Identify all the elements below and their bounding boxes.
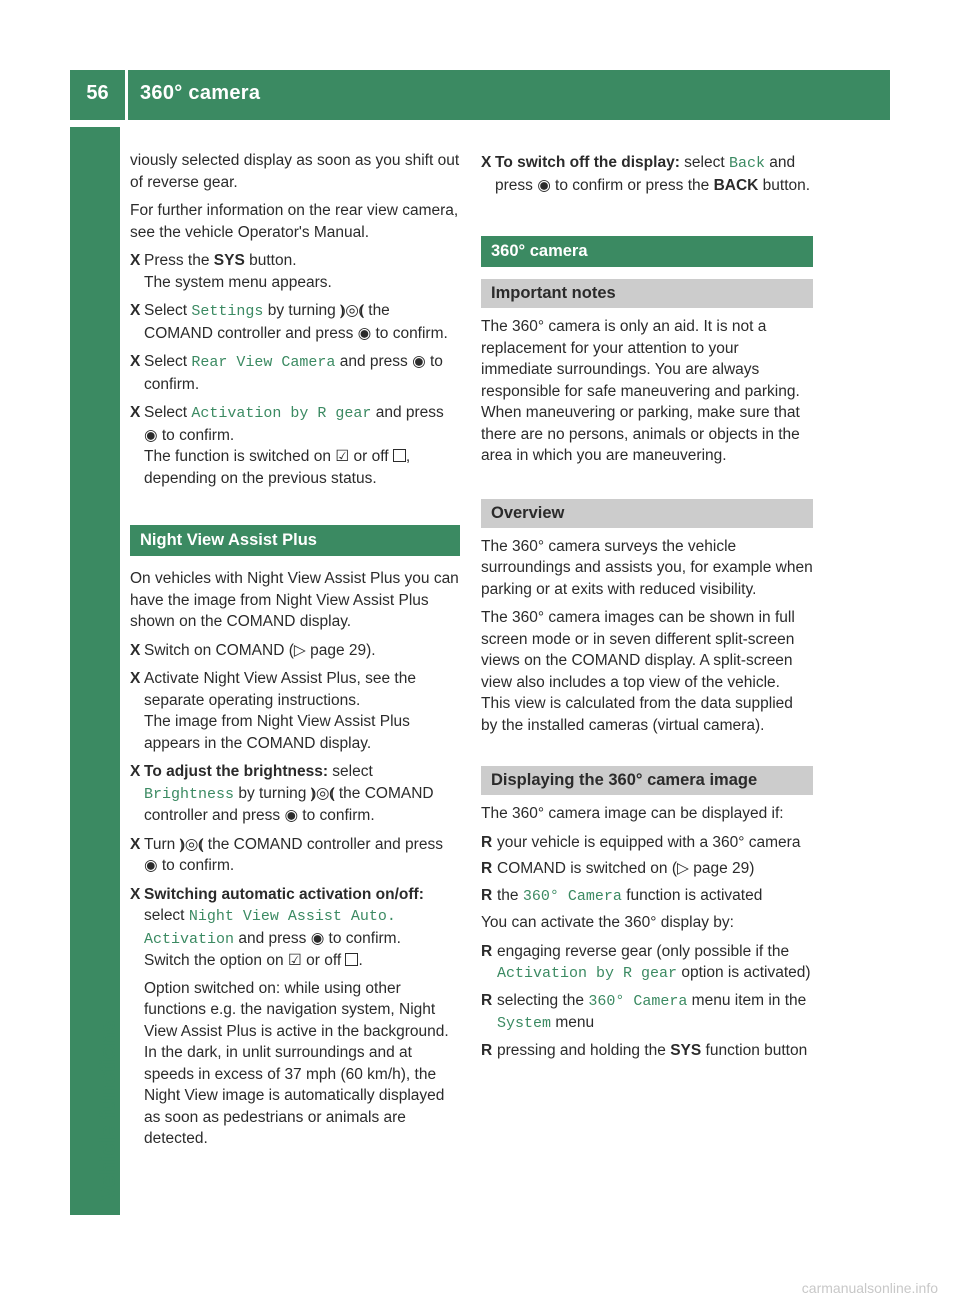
paragraph: For further information on the rear view camera, see the vehicle Operator's Manual.	[130, 202, 459, 241]
controller-turn-icon: ⦆◎⦅	[310, 784, 335, 802]
controller-press-icon: ◉	[144, 426, 158, 444]
menu-code: Brightness	[144, 785, 235, 803]
list-item: R COMAND is switched on (▷ page 29)	[481, 858, 813, 880]
step-item: X Press the SYS button. The system menu appears.	[130, 250, 460, 293]
menu-code: Activation by R gear	[497, 965, 678, 982]
controller-turn-icon: ⦆◎⦅	[179, 835, 204, 853]
menu-code: System	[497, 1015, 552, 1032]
menu-code: Night View Assist Auto. Activation	[144, 908, 396, 948]
page-number: 56	[86, 82, 109, 104]
menu-code: Rear View Camera	[191, 354, 336, 371]
paragraph: The 360° camera image can be displayed if:	[481, 805, 784, 822]
checkbox-checked-icon: ☑	[287, 952, 302, 969]
list-item: R engaging reverse gear (only possible if the Activation by R gear option is activated)	[481, 941, 813, 985]
menu-code: Back	[728, 155, 765, 172]
list-item: R pressing and holding the SYS function button	[481, 1040, 813, 1062]
list-item: R the 360° Camera function is activated	[481, 885, 813, 908]
menu-code: Settings	[191, 303, 264, 320]
step-item: X To switch off the display: select Back and press ◉ to confirm or press the BACK button.	[481, 152, 813, 196]
controller-press-icon: ◉	[144, 857, 158, 874]
step-item: X Switching automatic activation on/off: select Night View Assist Auto. Activation and press ◉ to confirm. Switch the option on ☑ or off . Option switched on: while using other functions e.g. the navigation system, Night View Assist Plus is active in the background. In the dark, in unlit surroundings and at speeds in excess of 37 mph (60 km/h), the Night View image is automatically displayed as soon as pedestrians or animals are detected.	[130, 884, 460, 1150]
paragraph: The 360° camera is only an aid. It is not a replacement for your attention to your immediate surroundings. You are always responsible for safe maneuvering and parking. When maneuvering or parking, make sure that there are no persons, animals or objects in the area in which you are maneuvering.	[481, 318, 800, 464]
step-item: X Select Rear View Camera and press ◉ to confirm.	[130, 351, 460, 395]
list-item: R selecting the 360° Camera menu item in the System menu	[481, 990, 813, 1035]
menu-code: 360° Camera	[588, 992, 688, 1010]
section-heading: 360° camera	[481, 236, 813, 267]
paragraph: Option switched on: while using other functions e.g. the navigation system, Night View Assist Plus is active in the background. In the dark, in unlit surroundings and at speeds in excess of 37 mph (60 km/h), the Night View image is automatically displayed as soon as pedestrians or animals are detected.	[144, 979, 449, 1147]
paragraph: You can activate the 360° display by:	[481, 914, 734, 931]
paragraph: viously selected display as soon as you shift out of reverse gear.	[130, 152, 460, 191]
back-button-icon: BACK	[713, 176, 759, 194]
checkbox-empty-icon	[393, 449, 406, 462]
controller-turn-icon: ⦆◎⦅	[340, 302, 364, 319]
page-title: 360° camera	[140, 82, 261, 104]
sys-button-icon: SYS	[213, 252, 245, 269]
paragraph: On vehicles with Night View Assist Plus you can have the image from Night View Assist Plus shown on the COMAND display.	[130, 570, 459, 630]
checkbox-checked-icon: ☑	[335, 448, 350, 465]
menu-code: 360° Camera	[522, 887, 622, 905]
controller-press-icon: ◉	[357, 324, 372, 342]
checkbox-empty-icon	[345, 953, 358, 966]
paragraph: The 360° camera surveys the vehicle surroundings and assists you, for example when parking or at exits with reduced visibility.	[481, 537, 813, 598]
left-column	[130, 150, 460, 1157]
sys-button-icon: SYS	[670, 1041, 702, 1059]
subsection-heading: Displaying the 360° camera image	[481, 766, 813, 795]
header-divider	[125, 70, 128, 120]
step-item: X Switch on COMAND (▷ page 29).	[130, 640, 460, 662]
section-side-label: Vehicle functions	[95, 1020, 120, 1201]
step-item: X Select Settings by turning ⦆◎⦅ the COMAND controller and press ◉ to confirm.	[130, 300, 460, 344]
controller-press-icon: ◉	[412, 353, 426, 370]
subsection-heading: Important notes	[481, 279, 813, 308]
controller-press-icon: ◉	[537, 176, 551, 194]
controller-press-icon: ◉	[284, 807, 298, 824]
controller-press-icon: ◉	[310, 929, 325, 947]
subsection-heading: Overview	[481, 499, 813, 528]
step-item: X Select Activation by R gear and press ◉ to confirm. The function is switched on ☑ or off , depending on the previous status.	[130, 402, 460, 489]
page-ref-icon: ▷	[293, 641, 306, 659]
watermark-footer: carmanualsonline.info	[801, 1280, 938, 1296]
right-column	[481, 152, 813, 1066]
step-item: X Activate Night View Assist Plus, see the separate operating instructions. The image from Night View Assist Plus appears in the COMAND display.	[130, 668, 460, 754]
page-ref-icon: ▷	[677, 860, 689, 877]
step-item: X Turn ⦆◎⦅ the COMAND controller and press ◉ to confirm.	[130, 834, 460, 877]
menu-code: Activation by R gear	[191, 405, 372, 422]
paragraph: The 360° camera images can be shown in full screen mode or in seven different split-screen views on the COMAND display. A split-screen view also includes a top view of the vehicle. This view is calculated from the data supplied by the installed cameras (virtual camera).	[481, 609, 795, 734]
list-item: R your vehicle is equipped with a 360° camera	[481, 832, 813, 854]
section-heading: Night View Assist Plus	[130, 525, 460, 556]
step-item: X To adjust the brightness: select Brightness by turning ⦆◎⦅ the COMAND controller and press ◉ to confirm.	[130, 761, 460, 827]
